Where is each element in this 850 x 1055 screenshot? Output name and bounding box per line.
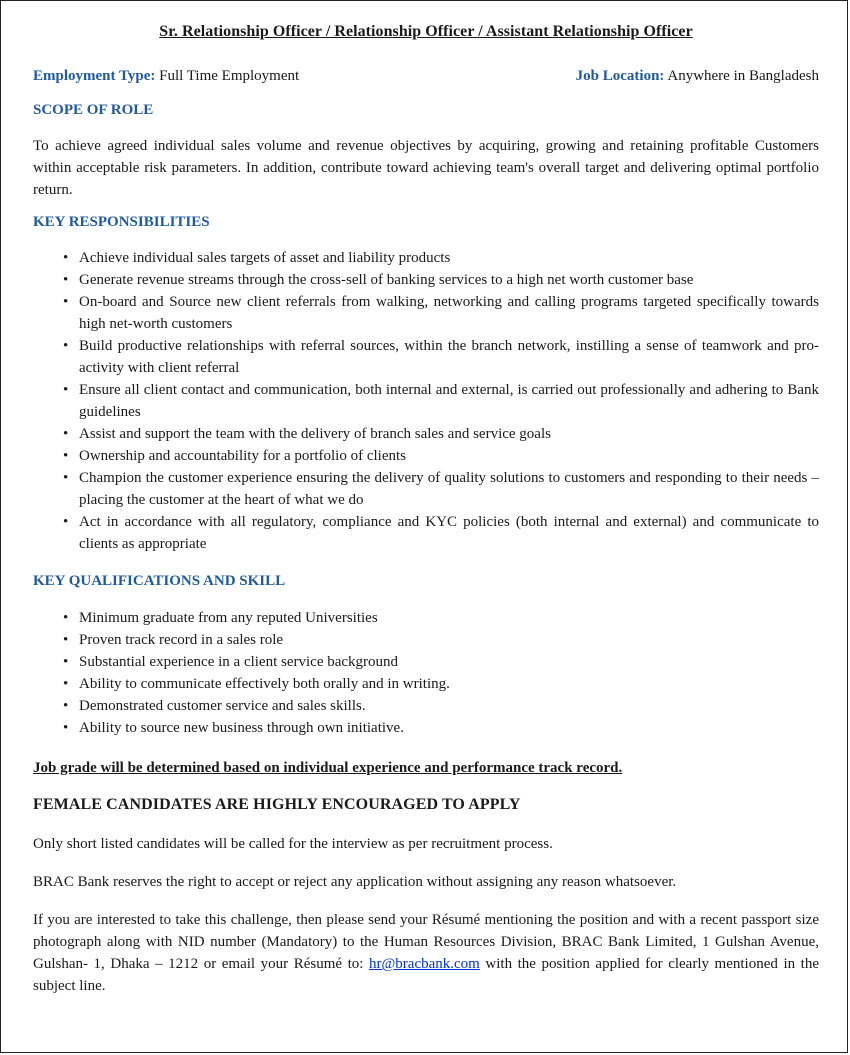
list-item: • Proven track record in a sales role: [33, 629, 819, 651]
apply-text-before: If you are interested to take this challenge, then please send your Résumé mentioning the position and with a recent passport size photograph along with NID number (Mandatory) to the Human Resources Division, BRAC Bank Limited, 1 Gulshan Avenue, Gulshan- 1, Dhaka – 1212 or email your Résumé to:: [33, 912, 819, 972]
responsibilities-list: [33, 247, 819, 555]
list-item: • Demonstrated customer service and sales skills.: [33, 695, 819, 717]
job-posting: [33, 1, 819, 997]
scope-heading: SCOPE OF ROLE: [33, 102, 154, 118]
list-item: • Ownership and accountability for a portfolio of clients: [33, 445, 819, 467]
female-candidates-note: FEMALE CANDIDATES ARE HIGHLY ENCOURAGED TO APPLY: [33, 796, 521, 813]
list-item: • Ensure all client contact and communication, both internal and external, is carried out professionally and adhering to Bank guidelines: [33, 379, 819, 423]
email-link[interactable]: hr@bracbank.com: [368, 956, 480, 972]
list-item: • Achieve individual sales targets of asset and liability products: [33, 247, 819, 269]
apply-instructions: [33, 909, 819, 997]
list-item: • Substantial experience in a client service background: [33, 651, 819, 673]
list-item: • Generate revenue streams through the cross-sell of banking services to a high net worth customer base: [33, 269, 819, 291]
employment-type-label: Employment Type:: [33, 68, 156, 84]
job-title: Sr. Relationship Officer / Relationship Officer / Assistant Relationship Officer: [159, 23, 693, 40]
responsibilities-heading: KEY RESPONSIBILITIES: [33, 214, 210, 230]
job-grade-note: Job grade will be determined based on individual experience and performance track record.: [33, 760, 623, 776]
scope-text: To achieve agreed individual sales volume and revenue objectives by acquiring, growing and retaining profitable Customers within acceptable risk parameters. In addition, contribute toward achieving team's overall target and delivering optimal portfolio return.: [33, 138, 819, 198]
apply-text-after: with the position applied for clearly mentioned in the subject line.: [33, 956, 819, 994]
employment-meta: [33, 65, 819, 87]
list-item: • Act in accordance with all regulatory, compliance and KYC policies (both internal and external) and communicate to clients as appropriate: [33, 511, 819, 555]
job-location-label: Job Location:: [575, 68, 665, 84]
list-item: • Build productive relationships with referral sources, within the branch network, instilling a sense of teamwork and pro-activity with client referral: [33, 335, 819, 379]
job-location-value: Anywhere in Bangladesh: [667, 68, 819, 84]
shortlist-note: Only short listed candidates will be called for the interview as per recruitment process.: [33, 836, 553, 852]
list-item: • On-board and Source new client referrals from walking, networking and calling programs targeted specifically towards high net-worth customers: [33, 291, 819, 335]
job-location: [576, 65, 819, 87]
qualifications-list: [33, 607, 819, 739]
rights-note: BRAC Bank reserves the right to accept or reject any application without assigning any reason whatsoever.: [33, 874, 677, 890]
employment-type-value: Full Time Employment: [159, 68, 300, 84]
list-item: • Ability to source new business through own initiative.: [33, 717, 819, 739]
list-item: • Champion the customer experience ensuring the delivery of quality solutions to customers and responding to their needs – placing the customer at the heart of what we do: [33, 467, 819, 511]
list-item: • Minimum graduate from any reputed Universities: [33, 607, 819, 629]
list-item: • Assist and support the team with the delivery of branch sales and service goals: [33, 423, 819, 445]
list-item: • Ability to communicate effectively both orally and in writing.: [33, 673, 819, 695]
employment-type: [33, 65, 299, 87]
qualifications-heading: KEY QUALIFICATIONS AND SKILL: [33, 573, 286, 589]
